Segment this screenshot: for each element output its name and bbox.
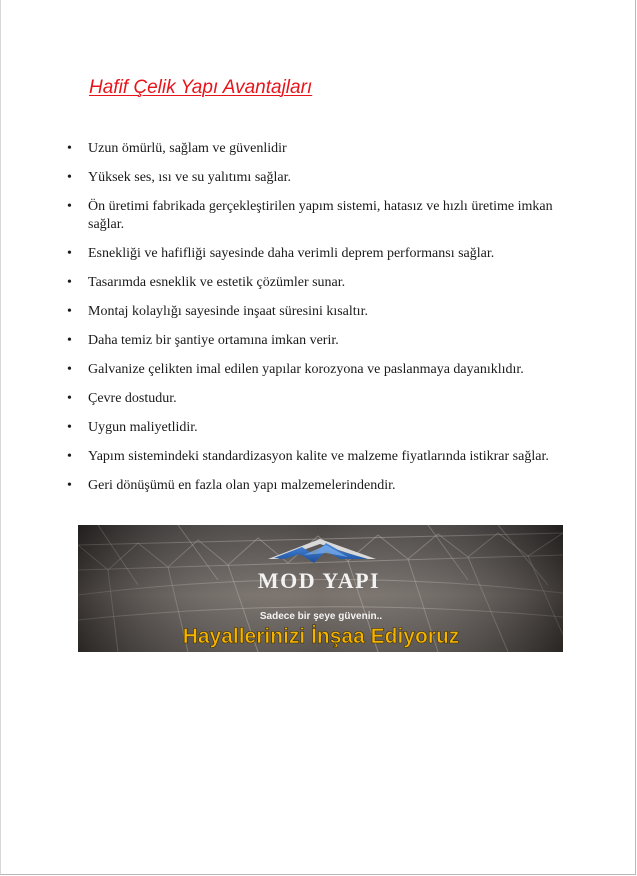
list-item: • Ön üretimi fabrikada gerçekleştirilen yapım sistemi, hatasız ve hızlı üretime imkan sağlar. — [65, 198, 565, 234]
list-item: • Geri dönüşümü en fazla olan yapı malzemelerindendir. — [65, 477, 565, 495]
mod-yapi-banner — [78, 525, 563, 652]
list-item: • Daha temiz bir şantiye ortamına imkan verir. — [65, 332, 565, 350]
list-item: • Tasarımda esneklik ve estetik çözümler sunar. — [65, 274, 565, 292]
list-item: • Esnekliği ve hafifliği sayesinde daha verimli deprem performansı sağlar. — [65, 245, 565, 263]
list-item: • Galvanize çelikten imal edilen yapılar korozyona ve paslanmaya dayanıklıdır. — [65, 361, 565, 379]
slogan: Hayallerinizi İnşaa Ediyoruz — [182, 625, 460, 648]
tagline: Sadece bir şeye güvenin.. — [259, 611, 383, 622]
list-item: • Çevre dostudur. — [65, 390, 565, 408]
brand-name: MOD YAPI — [257, 568, 381, 593]
list-item: • Uzun ömürlü, sağlam ve güvenlidir — [65, 140, 565, 158]
list-item: • Uygun maliyetlidir. — [65, 419, 565, 437]
list-item: • Yüksek ses, ısı ve su yalıtımı sağlar. — [65, 169, 565, 187]
benefits-list — [65, 140, 565, 506]
list-item: • Yapım sistemindeki standardizasyon kalite ve malzeme fiyatlarında istikrar sağlar. — [65, 448, 565, 466]
document-title: Hafif Çelik Yapı Avantajları — [89, 77, 313, 98]
list-item: • Montaj kolaylığı sayesinde inşaat süresini kısaltır. — [65, 303, 565, 321]
